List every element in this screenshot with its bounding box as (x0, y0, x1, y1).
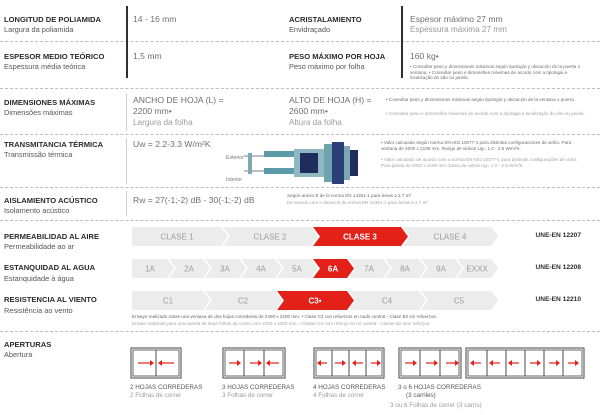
aperture-2-label: 2 HOJAS CORREDERAS (130, 384, 203, 391)
three-track-sliding-icon (398, 347, 462, 379)
viento-sub: Resistência ao vento (4, 306, 73, 315)
transmitancia-note: • Valor calculado según norma EN-ISO 10077-1 para distintas configuraciones de vidrio. Para ventana de 2000 x 2180 mm. Rango de vidrios Ug= 1.0 - 2.5 W/m²K. (381, 140, 572, 151)
agua-class-label: 8A (400, 264, 410, 274)
agua-sub: Estanquidade à água (4, 274, 74, 283)
aislamiento-note-pt: De acordo com o anexo B da norma EN 14351-1 para áreas ≥ 2.7 m² (287, 200, 428, 205)
aire-label: PERMEABILIDAD AL AIRE (4, 232, 100, 241)
peso-note: • Consultar peso y dimensiones máximas según tipología y ubicación de la puerta o ventana. • Consultar peso e dimensões máximas de acordo com a tipologia e localização do vão ou janela. (410, 64, 581, 81)
row-divider (0, 220, 600, 221)
aislamiento-note: Según anexo B de la norma EN 14351-1 para áreas ≥ 2.7 m² (287, 193, 412, 198)
transmitancia-sub: Transmissão térmica (4, 150, 73, 159)
viento-class-scale (132, 291, 500, 310)
aperture-4-label-pt: 4 Folhas de correr (313, 392, 365, 399)
aperture-3-6-label-pt: 3 ou 6 Folhas de correr (3 carris) (390, 402, 482, 409)
espesor-value: 1,5 mm (133, 51, 162, 61)
row-divider (0, 41, 600, 42)
alto-label: ALTO DE HOJA (H) = (289, 95, 372, 105)
agua-class-label: 6A (327, 264, 339, 274)
agua-class-scale (132, 259, 500, 278)
column-divider-right (401, 6, 403, 78)
aire-norm: UNE-EN 12207 (535, 232, 581, 239)
aperture-4-label: 4 HOJAS CORREDERAS (313, 384, 386, 391)
three-leaf-sliding-icon (222, 347, 286, 379)
aperturas-sub: Abertura (4, 350, 33, 359)
viento-label: RESISTENCIA AL VIENTO (4, 295, 97, 304)
viento-class-label: C5 (453, 296, 465, 306)
aire-class-label: CLASE 2 (253, 232, 287, 242)
acristalamiento-label: ACRISTALAMIENTO (289, 15, 362, 24)
alto-value: 2600 mm• (289, 106, 328, 116)
divider (126, 191, 127, 216)
viento-class-label: C3• (308, 296, 322, 306)
viento-note: Ensayo realizado sobre una ventana de dos hojas correderas de 2400 x 2200 mm. • Clase C3 con refuerzos en nudo central - Clase B2 sin refuerzos. (132, 314, 437, 319)
aperture-2-label-pt: 2 Folhas de correr (130, 392, 182, 399)
ancho-label: ANCHO DE HOJA (L) = (133, 95, 224, 105)
aislamiento-sub: Isolamento acústico (4, 206, 70, 215)
agua-class-label: 9A (436, 264, 446, 274)
two-leaf-sliding-icon (130, 347, 182, 379)
aire-class-scale (132, 227, 500, 246)
aperturas-label: APERTURAS (4, 340, 52, 349)
poliamida-value: 14 - 16 mm (133, 14, 177, 24)
column-divider-left (126, 6, 128, 78)
aperture-3-label-pt: 3 Folhas de correr (222, 392, 274, 399)
agua-class-label: 4A (256, 264, 266, 274)
agua-class-label: 2A (184, 264, 194, 274)
transmitancia-value: Uw = 2.2-3.3 W/m²K (133, 139, 211, 149)
viento-class-label: C1 (162, 296, 174, 306)
aire-class-label: CLASE 1 (160, 232, 194, 242)
peso-sub: Peso máximo por folha (289, 62, 365, 71)
agua-class-label: 1A (145, 264, 155, 274)
agua-class-label: 7A (364, 264, 374, 274)
alto-pt: Altura da folha (289, 118, 342, 127)
divider (126, 93, 127, 131)
aperture-3-6-label-tracks: (3 carriles) (406, 392, 436, 399)
four-leaf-sliding-icon (313, 347, 385, 379)
viento-note-pt: Ensaio realizado para uma janela de duas folhas de correr com 2400 x 2200 mm. • Classe C3 com reforço no nó central - Classe B2 sem reforços. (132, 321, 431, 326)
dimensiones-note: • Consultar peso y dimensiones máximas según tipología y ubicación de la ventana o puerta. (386, 97, 576, 102)
espesor-sub: Espessura média teórica (4, 62, 86, 71)
acristalamiento-sub: Envidraçado (289, 25, 331, 34)
agua-class-label: EXXX (466, 264, 488, 274)
aire-sub: Permeabilidade ao ar (4, 242, 75, 251)
ancho-value: 2200 mm• (133, 106, 172, 116)
poliamida-label: LONGITUD DE POLIAMIDA (4, 15, 102, 24)
divider (126, 138, 127, 184)
viento-class-label: C2 (237, 296, 249, 306)
aislamiento-label: AISLAMIENTO ACÚSTICO (4, 196, 98, 205)
ancho-pt: Largura da folha (133, 118, 193, 127)
aire-class-label: CLASE 3 (343, 232, 377, 242)
aperture-3-6-label: 3 o 6 HOJAS CORREDERAS (398, 384, 481, 391)
viento-norm: UNE-EN 12210 (535, 296, 581, 303)
aislamiento-value: Rw = 27(-1;-2) dB - 30(-1;-2) dB (133, 195, 255, 205)
peso-value: 160 kg• (410, 51, 439, 61)
viento-class-label: C4 (381, 296, 393, 306)
six-leaf-sliding-icon (465, 347, 585, 379)
transmitancia-label: TRANSMITANCIA TÉRMICA (4, 140, 104, 149)
exterior-label: Exterior (226, 155, 244, 161)
row-divider (0, 187, 600, 188)
dimensiones-note-pt: • Consultar peso e dimensões máximas de acordo com a tipologia e localização do vão ou janela. (386, 111, 585, 116)
interior-label: Interior (226, 177, 243, 183)
espesor-label: ESPESOR MEDIO TEÓRICO (4, 52, 105, 61)
row-divider (0, 134, 600, 135)
agua-class-label: 5A (292, 264, 302, 274)
row-divider (0, 88, 600, 89)
dimensiones-sub: Dimensões máximas (4, 108, 73, 117)
agua-norm: UNE-EN 12208 (535, 264, 581, 271)
agua-class-label: 3A (220, 264, 230, 274)
agua-label: ESTANQUIDAD AL AGUA (4, 263, 96, 272)
peso-label: PESO MÁXIMO POR HOJA (289, 52, 386, 61)
acristalamiento-value: Espesor máximo 27 mm (410, 14, 503, 24)
poliamida-sub: Largura da poliamida (4, 25, 74, 34)
row-divider (0, 331, 600, 332)
profile-section-drawing (224, 140, 374, 186)
aire-class-label: CLASE 4 (433, 232, 467, 242)
acristalamiento-value-pt: Espessura máxima 27 mm (410, 25, 507, 34)
dimensiones-label: DIMENSIONES MÁXIMAS (4, 98, 96, 107)
transmitancia-note-pt: • Valor calculado de acordo com a norma EN-ISO 10077-1 para distintas configurações de vidro. Para janela de 2000 x 2180 mm Gama de vidros Ug= 1.0 - 2.5 W/m²K. (381, 157, 578, 168)
aperture-3-label: 3 HOJAS CORREDERAS (222, 384, 295, 391)
